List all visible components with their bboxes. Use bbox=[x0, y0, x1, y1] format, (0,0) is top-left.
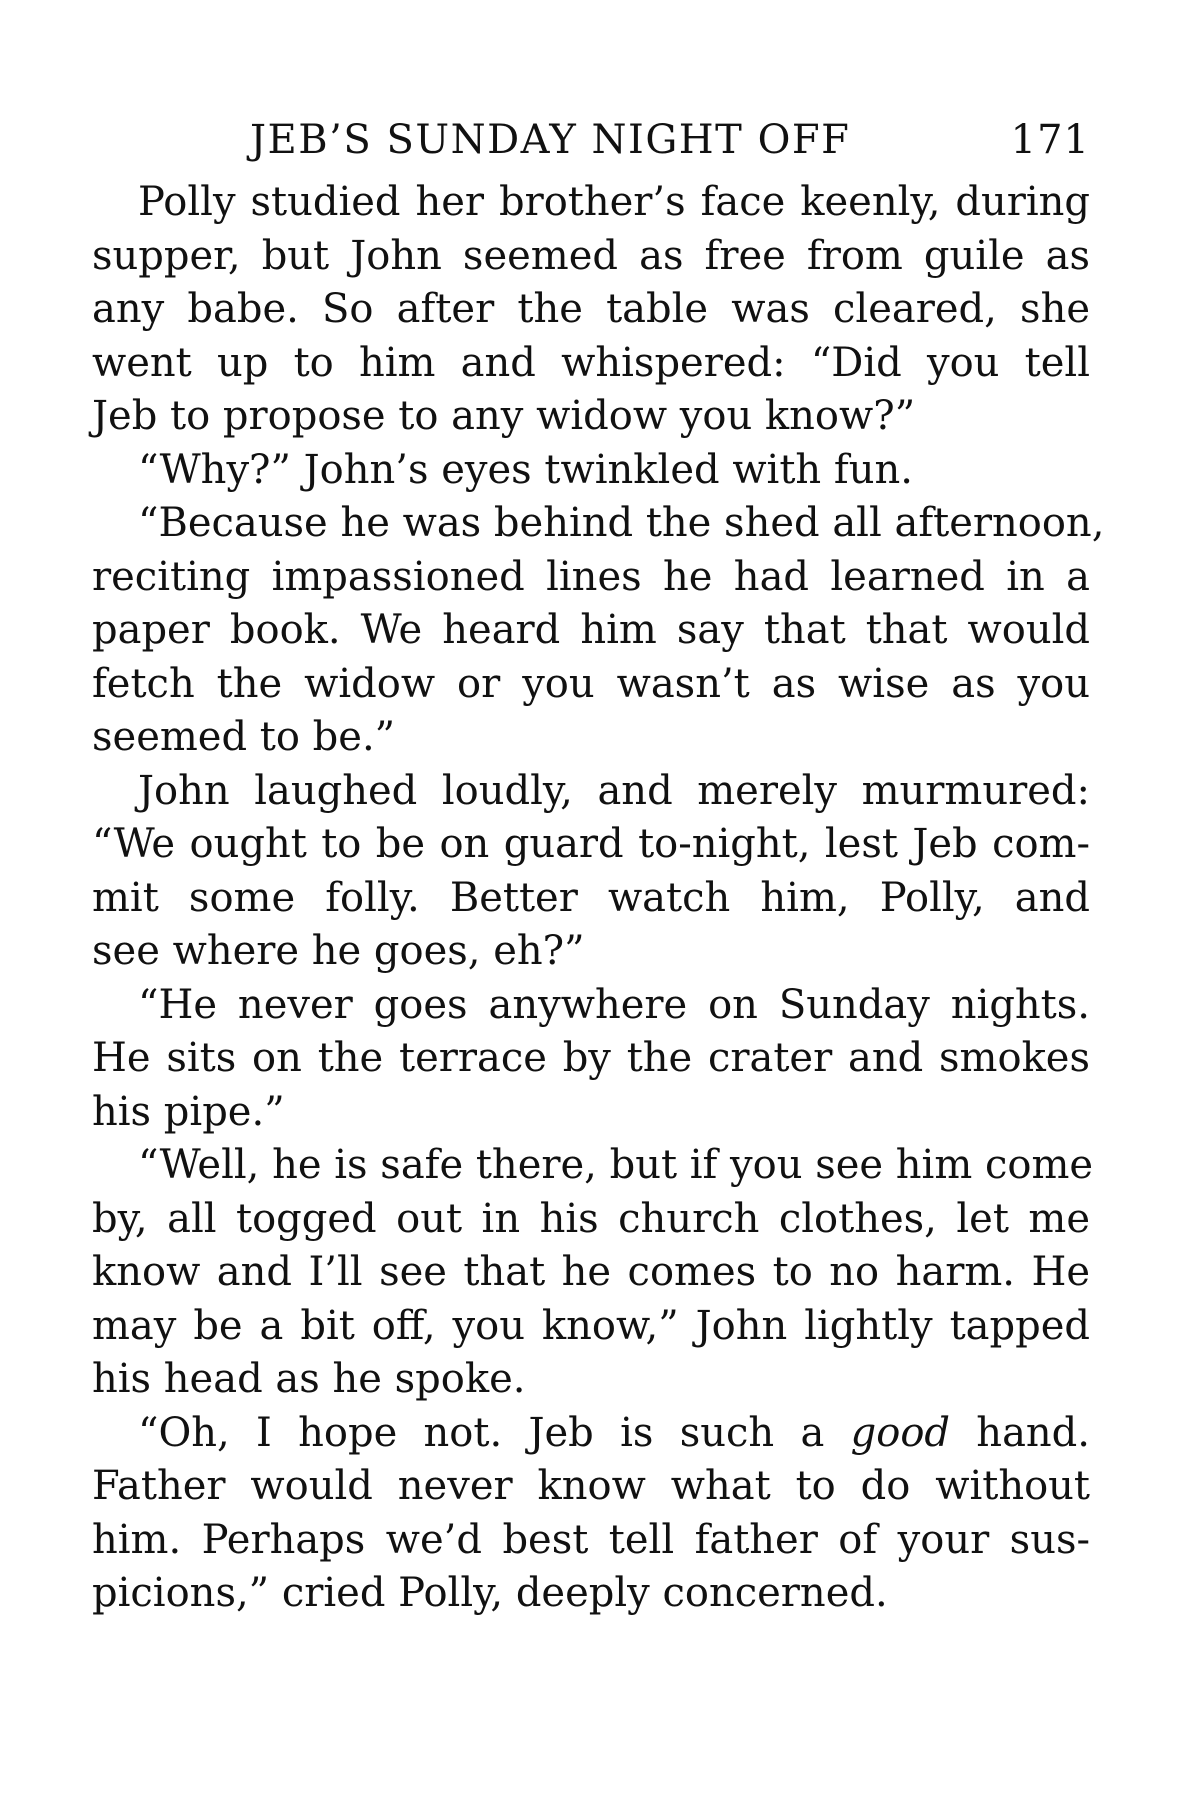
text-line: by, all togged out in his church clothes, let me bbox=[92, 1195, 1090, 1242]
text-line: Jeb to propose to any widow you know?” bbox=[92, 393, 916, 439]
text-line: may be a bit off, you know,” John lightly tapped bbox=[92, 1302, 1090, 1349]
text-line: know and I’ll see that he comes to no harm. He bbox=[92, 1249, 1090, 1295]
text-line: “Well, he is safe there, but if you see him come bbox=[138, 1142, 1094, 1188]
text-line: picions,” cried Polly, deeply concerned. bbox=[92, 1570, 888, 1616]
page-number: 171 bbox=[1010, 117, 1090, 163]
text-segment: hand. bbox=[950, 1409, 1090, 1456]
text-line: see where he goes, eh?” bbox=[92, 928, 585, 974]
text-line: supper, but John seemed as free from guile as bbox=[92, 232, 1090, 279]
paragraph bbox=[92, 497, 1105, 765]
text-line: He sits on the terrace by the crater and smokes bbox=[92, 1035, 1090, 1081]
text-line: reciting impassioned lines he had learned in a bbox=[92, 553, 1090, 600]
text-line: paper book. We heard him say that that would bbox=[92, 607, 1090, 653]
text-line: him. Perhaps we’d best tell father of your sus- bbox=[92, 1516, 1090, 1563]
running-title: JEB’S SUNDAY NIGHT OFF bbox=[250, 117, 851, 163]
text-line: Polly studied her brother’s face keenly, during bbox=[138, 179, 1090, 225]
text-line: John laughed loudly, and merely murmured: bbox=[138, 767, 1090, 814]
text-line: “He never goes anywhere on Sunday nights. bbox=[138, 981, 1090, 1028]
text-line: mit some folly. Better watch him, Polly, and bbox=[92, 874, 1090, 921]
text-line: his pipe.” bbox=[92, 1088, 285, 1135]
text-line: fetch the widow or you wasn’t as wise as you bbox=[92, 660, 1090, 707]
text-line: “Because he was behind the shed all afternoon, bbox=[138, 500, 1105, 546]
paragraph bbox=[92, 765, 1090, 979]
text-line: his head as he spoke. bbox=[92, 1356, 526, 1402]
text-line: Father would never know what to do without bbox=[92, 1463, 1090, 1509]
text-line: “We ought to be on guard to-night, lest Jeb com- bbox=[92, 821, 1090, 867]
text-line: seemed to be.” bbox=[92, 714, 396, 760]
paragraph bbox=[92, 979, 1090, 1140]
emphasized-word: good bbox=[850, 1409, 950, 1456]
text-line: “Why?” John’s eyes twinkled with fun. bbox=[138, 446, 913, 493]
text-line: went up to him and whispered: “Did you tell bbox=[92, 339, 1090, 386]
body-text bbox=[92, 176, 1105, 1621]
paragraph bbox=[92, 1139, 1094, 1407]
text-segment: “Oh, I hope not. Jeb is such a bbox=[138, 1409, 851, 1456]
paragraph bbox=[92, 176, 1090, 444]
paragraph bbox=[92, 444, 1090, 498]
running-head bbox=[92, 110, 1090, 170]
text-line: any babe. So after the table was cleared, she bbox=[92, 286, 1090, 332]
text-line bbox=[92, 1407, 1090, 1461]
paragraph bbox=[92, 1407, 1090, 1621]
